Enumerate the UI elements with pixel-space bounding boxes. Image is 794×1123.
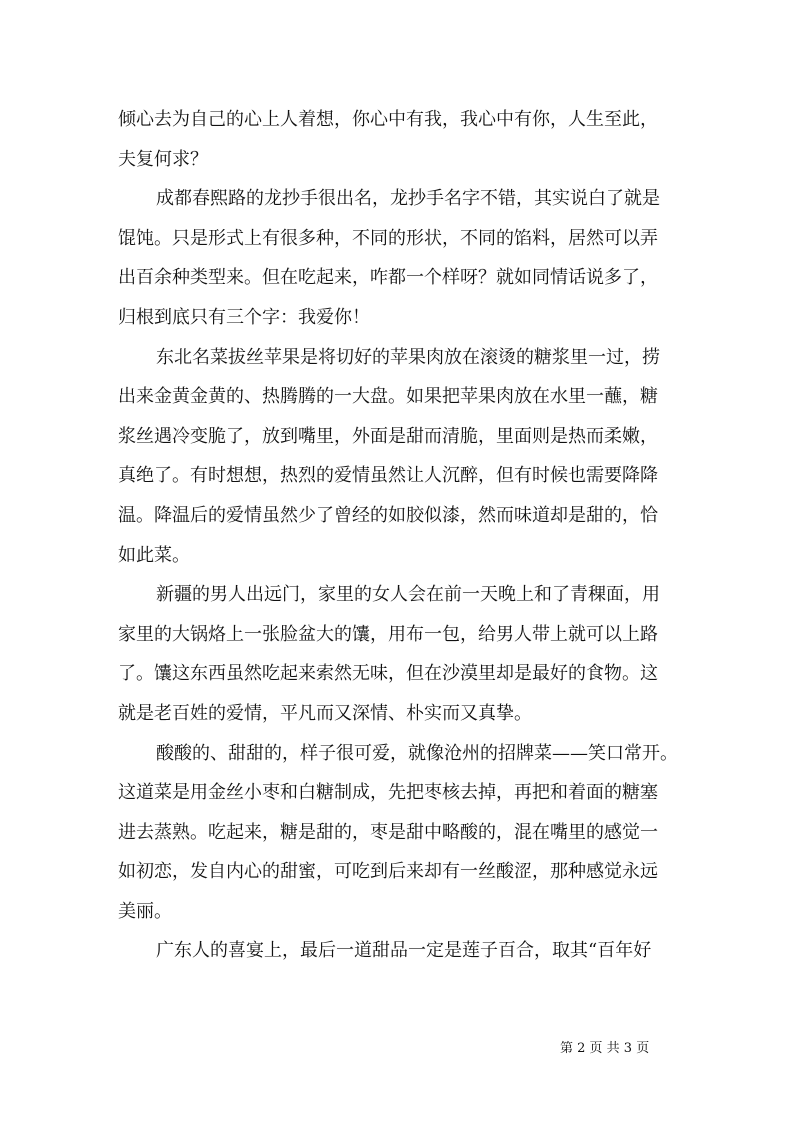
text-line: 如此菜。 (118, 544, 190, 566)
document-body (118, 100, 678, 971)
text-line: 归根到底只有三个字：我爱你！ (118, 306, 370, 328)
text-line: 出来金黄金黄的、热腾腾的一大盘。如果把苹果肉放在水里一蘸，糖 (118, 386, 658, 408)
text-line: 这道菜是用金丝小枣和白糖制成，先把枣核去掉，再把和着面的糖塞 (118, 782, 658, 804)
text-line: 如初恋，发自内心的甜蜜，可吃到后来却有一丝酸涩，那种感觉永远 (118, 861, 658, 883)
text-line: 温。降温后的爱情虽然少了曾经的如胶似漆，然而味道却是甜的，恰 (118, 504, 658, 526)
text-line: 馄饨。只是形式上有很多种，不同的形状，不同的馅料，居然可以弄 (118, 227, 658, 249)
text-line: 就是老百姓的爱情，平凡而又深情、朴实而又真挚。 (118, 702, 532, 724)
text-line: 出百余种类型来。但在吃起来，咋都一个样呀？就如同情话说多了， (118, 267, 658, 289)
text-line: 夫复何求？ (118, 148, 208, 170)
text-line: 真绝了。有时想想，热烈的爱情虽然让人沉醉，但有时候也需要降降 (118, 465, 658, 487)
text-line: 家里的大锅烙上一张脸盆大的馕，用布一包，给男人带上就可以上路 (118, 623, 658, 645)
page-number-footer: 第 2 页 共 3 页 (560, 1041, 650, 1056)
paragraph-start-line: 酸酸的、甜甜的，样子很可爱，就像沧州的招牌菜——笑口常开。 (156, 742, 678, 764)
paragraph-start-line: 成都春熙路的龙抄手很出名，龙抄手名字不错，其实说白了就是 (156, 188, 660, 210)
paragraph-start-line: 东北名菜拔丝苹果是将切好的苹果肉放在滚烫的糖浆里一过，捞 (156, 346, 660, 368)
text-line: 倾心去为自己的心上人着想，你心中有我，我心中有你，人生至此， (118, 109, 658, 130)
paragraph-start-line: 广东人的喜宴上，最后一道甜品一定是莲子百合，取其“百年好 (156, 940, 652, 962)
text-line: 进去蒸熟。吃起来，糖是甜的，枣是甜中略酸的，混在嘴里的感觉一 (118, 821, 658, 843)
paragraph-start-line: 新疆的男人出远门，家里的女人会在前一天晚上和了青稞面，用 (156, 584, 660, 606)
text-line: 了。馕这东西虽然吃起来索然无味，但在沙漠里却是最好的食物。这 (118, 663, 658, 685)
text-line: 美丽。 (118, 900, 172, 922)
text-line: 浆丝遇冷变脆了，放到嘴里，外面是甜而清脆，里面则是热而柔嫩， (118, 425, 658, 447)
